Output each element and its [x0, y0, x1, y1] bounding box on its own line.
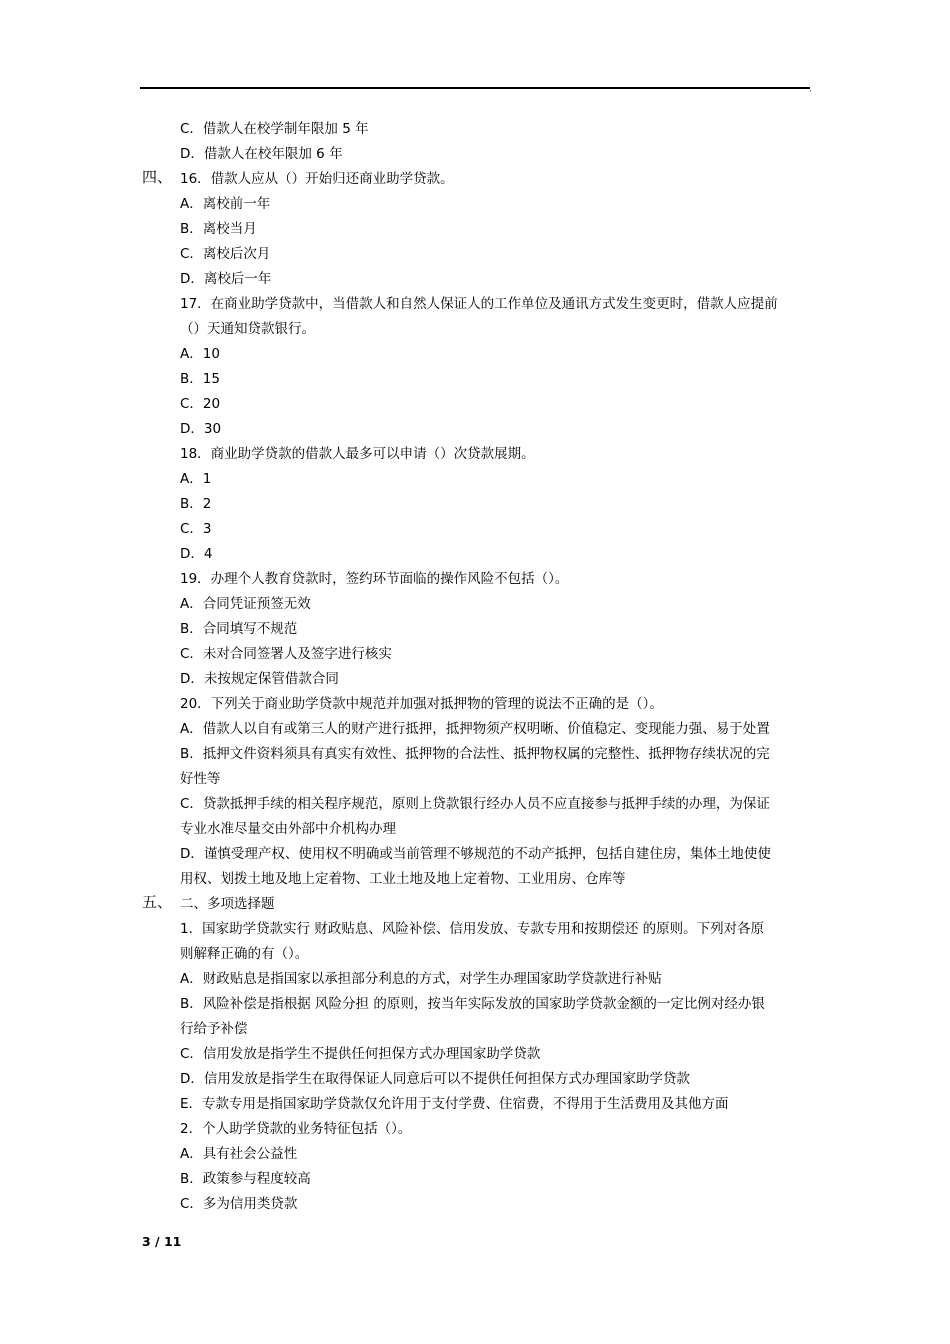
line-text: B．政策参与程度较高 [180, 1171, 311, 1187]
header-rule [140, 87, 810, 89]
line-text: 16．借款人应从（）开始归还商业助学贷款。 [180, 171, 454, 187]
line-text: 好性等 [180, 771, 221, 787]
text-line [0, 992, 950, 1017]
text-line [0, 1042, 950, 1067]
line-text: 20．下列关于商业助学贷款中规范并加强对抵押物的管理的说法不正确的是（）。 [180, 696, 663, 712]
line-text: 则解释正确的有（）。 [180, 946, 309, 962]
line-text: 专业水准尽量交由外部中介机构办理 [180, 821, 396, 837]
text-line [0, 192, 950, 217]
line-text: B．15 [180, 371, 220, 387]
line-text: A．具有社会公益性 [180, 1146, 298, 1162]
line-text: A．财政贴息是指国家以承担部分利息的方式，对学生办理国家助学贷款进行补贴 [180, 971, 662, 987]
line-text: C．20 [180, 396, 221, 412]
text-line [0, 892, 950, 917]
line-text: B．2 [180, 496, 212, 512]
text-line [0, 867, 950, 892]
text-line [0, 642, 950, 667]
text-line [0, 392, 950, 417]
line-text: C．离校后次月 [180, 246, 271, 262]
line-text: 二、多项选择题 [180, 896, 275, 912]
line-text: 18．商业助学贷款的借款人最多可以申请（）次贷款展期。 [180, 446, 535, 462]
line-text: D．未按规定保管借款合同 [180, 671, 339, 687]
line-text: 19．办理个人教育贷款时，签约环节面临的操作风险不包括（）。 [180, 571, 569, 587]
text-line [0, 492, 950, 517]
section-marker: 五、 [142, 893, 173, 911]
text-line [0, 1017, 950, 1042]
text-line [0, 442, 950, 467]
line-text: C．多为信用类贷款 [180, 1196, 298, 1212]
line-text: 2．个人助学贷款的业务特征包括（）。 [180, 1121, 412, 1137]
line-text: C．贷款抵押手续的相关程序规范，原则上贷款银行经办人员不应直接参与抵押手续的办理，为保证 [180, 796, 770, 812]
line-text: 用权、划拨土地及地上定着物、工业土地及地上定着物、工业用房、仓库等 [180, 871, 626, 887]
text-line [0, 742, 950, 767]
line-text: D．离校后一年 [180, 271, 272, 287]
line-text: D．4 [180, 546, 213, 562]
text-line [0, 667, 950, 692]
text-line [0, 217, 950, 242]
line-text: C．未对合同签署人及签字进行核实 [180, 646, 392, 662]
line-text: C．信用发放是指学生不提供任何担保方式办理国家助学贷款 [180, 1046, 541, 1062]
header-mark: ‚ [809, 84, 812, 94]
line-text: （）天通知贷款银行。 [180, 321, 315, 337]
line-text: 行给予补偿 [180, 1021, 248, 1037]
text-line [0, 592, 950, 617]
text-line [0, 467, 950, 492]
line-text: E．专款专用是指国家助学贷款仅允许用于支付学费、住宿费，不得用于生活费用及其他方面 [180, 1096, 729, 1112]
line-text: B．合同填写不规范 [180, 621, 298, 637]
line-text: D．信用发放是指学生在取得保证人同意后可以不提供任何担保方式办理国家助学贷款 [180, 1071, 690, 1087]
text-line [0, 767, 950, 792]
line-text: A．借款人以自有或第三人的财产进行抵押，抵押物须产权明晰、价值稳定、变现能力强、易于处置 [180, 721, 770, 737]
text-line [0, 417, 950, 442]
text-line [0, 692, 950, 717]
text-line [0, 1092, 950, 1117]
text-line [0, 942, 950, 967]
text-line [0, 267, 950, 292]
line-text: C．借款人在校学制年限加 5 年 [180, 121, 369, 137]
text-line [0, 717, 950, 742]
text-line [0, 517, 950, 542]
line-text: B．风险补偿是指根据 风险分担 的原则，按当年实际发放的国家助学贷款金额的一定比例对经办银 [180, 996, 765, 1012]
line-text: D．借款人在校年限加 6 年 [180, 146, 343, 162]
line-text: C．3 [180, 521, 212, 537]
line-text: 17．在商业助学贷款中，当借款人和自然人保证人的工作单位及通讯方式发生变更时，借款人应提前 [180, 296, 778, 312]
line-text: B．抵押文件资料须具有真实有效性、抵押物的合法性、抵押物权属的完整性、抵押物存续状况的完 [180, 746, 770, 762]
text-line [0, 817, 950, 842]
text-line [0, 792, 950, 817]
text-line [0, 1192, 950, 1217]
text-line [0, 117, 950, 142]
text-line [0, 142, 950, 167]
text-line [0, 617, 950, 642]
text-line [0, 342, 950, 367]
line-text: B．离校当月 [180, 221, 257, 237]
text-line [0, 567, 950, 592]
line-text: D．谨慎受理产权、使用权不明确或当前管理不够规范的不动产抵押，包括自建住房，集体土地使使 [180, 846, 771, 862]
document-body [0, 117, 950, 1217]
text-line [0, 842, 950, 867]
line-text: A．10 [180, 346, 220, 362]
text-line [0, 917, 950, 942]
line-text: A．合同凭证预签无效 [180, 596, 311, 612]
section-marker: 四、 [142, 168, 173, 186]
line-text: A．1 [180, 471, 212, 487]
text-line [0, 1117, 950, 1142]
text-line [0, 1167, 950, 1192]
text-line [0, 317, 950, 342]
text-line [0, 367, 950, 392]
text-line [0, 1142, 950, 1167]
page-number: 3 / 11 [142, 1234, 182, 1249]
text-line [0, 292, 950, 317]
line-text: D．30 [180, 421, 222, 437]
line-text: A．离校前一年 [180, 196, 271, 212]
text-line [0, 967, 950, 992]
text-line [0, 1067, 950, 1092]
text-line [0, 542, 950, 567]
text-line [0, 242, 950, 267]
text-line [0, 167, 950, 192]
line-text: 1．国家助学贷款实行 财政贴息、风险补偿、信用发放、专款专用和按期偿还 的原则。下列对各原 [180, 921, 765, 937]
